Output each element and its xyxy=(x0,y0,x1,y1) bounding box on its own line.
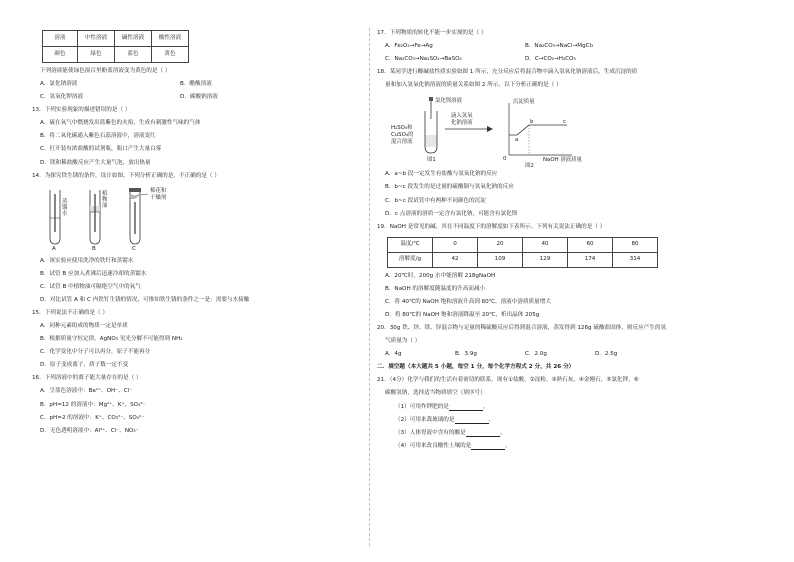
stopper xyxy=(129,188,141,192)
answer-blank[interactable] xyxy=(455,417,489,424)
q20-stem-line2: 气质量为（ ） xyxy=(385,338,421,345)
oil-label: 植物油 xyxy=(102,190,108,209)
option-d: D．对比试管 A 和 C 内铁钉生锈的情况，可推知铁生锈的条件之一是：需要与水接触 xyxy=(40,296,250,303)
option-a: A．同种元素组成的物质一定是单质 xyxy=(40,323,128,330)
q21-item-label: （4）可用来改良酸性土壤的是 xyxy=(395,442,472,449)
mix-label-1: H₂SO₄和 xyxy=(391,125,413,132)
q19-stem: 19．NaOH 是常见的碱，其在不同温度下的溶解度如下表所示。下列有关说法正确的是（ ） xyxy=(377,223,606,230)
table-cell: 颜色 xyxy=(43,47,78,63)
q16-stem: 16．下列溶液中的离子能大量存在的是（ ） xyxy=(32,375,142,382)
arrow-label-1: 滴入氢氧 xyxy=(451,113,473,120)
q21-item-label: （1）可用作钾肥的是 xyxy=(395,403,449,410)
color-table-header-row xyxy=(43,31,189,47)
option-a: A．4g xyxy=(385,351,402,358)
color-table xyxy=(42,30,189,63)
q14-figure xyxy=(40,186,362,254)
fig2-caption: 图2 xyxy=(525,163,534,170)
solution-fill xyxy=(426,135,437,147)
table-cell: 溶解度/g xyxy=(388,252,433,267)
point-a: a xyxy=(515,137,519,144)
column-divider xyxy=(369,28,370,546)
table-cell: 中性溶液 xyxy=(78,31,115,47)
mix-label-2: CuSO₄的 xyxy=(391,132,414,139)
table-cell: 174 xyxy=(568,252,613,267)
q17-stem: 17．下列物质的转化不能一步实现的是（ ） xyxy=(377,30,487,36)
tube-label-c: C xyxy=(132,245,136,252)
table-cell: 0 xyxy=(433,237,478,252)
option-b: B．醋酸溶液 xyxy=(180,81,212,88)
table-cell: 20 xyxy=(478,237,523,252)
q20-options xyxy=(377,351,765,358)
table-cell: 绿色 xyxy=(78,47,115,63)
table-cell: 42 xyxy=(433,252,478,267)
q21-stem-line1: 21．（4分）化学与我们的生活有着密切的联系，现有①盐酸，②淀粉，③熟石灰，④金刚石，⑤氯化钾，⑥ xyxy=(377,377,639,384)
answer-blank[interactable] xyxy=(466,430,500,437)
answer-blank[interactable] xyxy=(471,443,505,450)
solubility-row-value xyxy=(388,252,658,267)
q21-item-2: （2）可用来裁玻璃的是 。 xyxy=(395,416,495,423)
q13-stem: 13．下列实验现象的描述错误的是（ ） xyxy=(32,107,131,114)
q21-item-4: （4）可用来改良酸性土壤的是 。 xyxy=(395,442,511,449)
table-cell: 60 xyxy=(568,237,613,252)
q18-figure xyxy=(377,95,765,170)
q12-options-row1 xyxy=(32,81,362,88)
q21-item-1: （1）可用作钾肥的是 。 xyxy=(395,403,489,410)
option-a: A．呈蓝色溶液中：Ba²⁺、OH⁻、Cl⁻ xyxy=(40,388,133,395)
option-c: C．2.0g xyxy=(525,351,547,358)
section-heading: 二．填空题（本大题共 5 小题，每空 1 分，每个化学方程式 2 分，共 26 分） xyxy=(377,364,575,371)
q17-options-row2 xyxy=(377,56,765,63)
q14-stem: 14．为探究铁生锈的条件，设计如图，下列分析正确的是，不正确的是（ ） xyxy=(32,172,220,179)
option-a: A．硫在氧气中燃烧发出蓝紫色的火焰，生成有刺激性气味的气体 xyxy=(40,120,201,127)
q18-stem-line1: 18．某同学进行酸碱盐性质实验如图 1 所示，充分反应后将混合物中滴入氢氧化钠溶液后，生成沉淀的质 xyxy=(377,69,638,76)
table-cell: 碱性溶液 xyxy=(115,31,152,47)
tube-label-a: A xyxy=(52,245,56,252)
option-c: C．化学变化中分子可以再分，原子不能再分 xyxy=(40,349,151,356)
q20-stem-line1: 20．30g 铁、锌、镁、锌混合物与足量的稀硫酸反应后得到混合溶液，蒸发得到 126g 硫酸盐固体，则反应产生的氢 xyxy=(377,325,667,332)
q12-stem: 下列溶液能使绿色溴百里酚蓝溶液变为黄色的是（ ） xyxy=(40,68,171,74)
arrow-label-2: 化钠溶液 xyxy=(451,120,473,127)
dropper-bulb xyxy=(429,97,433,101)
water-label: 蒸馏水 xyxy=(62,198,68,217)
option-d: D．原子变成离子，质子数一定不变 xyxy=(40,362,129,369)
option-d: D．将 80℃的 NaOH 饱和溶液降温至 20℃，析出晶体 205g xyxy=(385,312,540,319)
option-b: B．将二氧化碳通入紫色石蕊溶液中，溶液变红 xyxy=(40,133,156,140)
option-c: C．b~c 段试管中有两种不同颜色的沉淀 xyxy=(385,197,486,204)
option-d: D．C→CO₂→H₂CO₃ xyxy=(525,56,576,63)
q21-item-label: （2）可用来裁玻璃的是 xyxy=(395,416,455,423)
option-d: D．无色透明溶液中：Al³⁺、Cl⁻、NO₃⁻ xyxy=(40,427,139,434)
q18-stem-line2: 量和加入氢氧化钠溶液的质量关系如图 2 所示。以下分析正确的是（ ） xyxy=(385,82,562,89)
table-cell: 314 xyxy=(613,252,658,267)
table-cell: 129 xyxy=(523,252,568,267)
option-c: C．试管 B 中植物油可隔绝空气中的氧气 xyxy=(40,283,141,290)
q21-stem-line2: 碳酸氢钠，选择适当物质填空（填序号） xyxy=(385,390,486,397)
table-cell: 黄色 xyxy=(152,47,189,63)
answer-blank[interactable] xyxy=(449,404,483,411)
test-tubes-diagram xyxy=(40,186,190,254)
option-d: D．2.5g xyxy=(595,351,618,358)
option-b: B．NaOH 的溶解度随温度的升高而减小 xyxy=(385,285,486,292)
option-b: B．Na₂CO₃→NaCl→MgCl₂ xyxy=(525,43,594,50)
solubility-row-temp xyxy=(388,237,658,252)
color-table-row xyxy=(43,47,189,63)
q15-stem: 15．下列说法不正确的是（ ） xyxy=(32,310,109,317)
option-c: C．打开装有浓盐酸的试剂瓶，瓶口产生大量白雾 xyxy=(40,146,162,153)
option-b: B．b~c 段发生的是过量的硫酸铜与氢氧化钠的反应 xyxy=(385,184,514,191)
right-column xyxy=(377,30,765,456)
q21-item-label: （3）人体胃液中含有的酸是 xyxy=(395,429,466,436)
point-b: b xyxy=(530,119,534,126)
option-b: B．根据质量守恒定律，AgNO₃ 见光分解不可能得到 NH₃ xyxy=(40,336,183,343)
option-a: A．该实验应使用洗净的铁钉和蒸馏水 xyxy=(40,257,134,264)
cotton xyxy=(130,194,140,199)
option-d: D．c 点溶液的溶质一定含有氯化钠，可能含有氯化钡 xyxy=(385,210,518,217)
table-cell: 40 xyxy=(523,237,568,252)
solubility-table xyxy=(387,237,658,268)
left-column xyxy=(32,30,362,441)
tube-label-b: B xyxy=(92,245,96,252)
q12-options-row2 xyxy=(32,94,362,101)
origin-label: 0 xyxy=(503,156,507,163)
precipitate-curve xyxy=(509,125,567,135)
table-cell: 蓝色 xyxy=(115,47,152,63)
table-cell: 溶液 xyxy=(43,31,78,47)
cotton-label: 棉花和 xyxy=(150,187,167,194)
option-a: A．20℃时，200g 水中能溶解 218gNaOH xyxy=(385,272,496,279)
q21-item-3: （3）人体胃液中含有的酸是 。 xyxy=(395,429,506,436)
point-c: c xyxy=(563,119,566,126)
option-c: C．将 40℃的 NaOH 饱和溶液升高到 60℃，溶液中溶质质量增大 xyxy=(385,298,551,305)
table-cell: 80 xyxy=(613,237,658,252)
table-cell: 温度/℃ xyxy=(388,237,433,252)
option-c: C．氢氧化钾溶液 xyxy=(40,94,84,101)
option-c: C．pH=2 的溶液中：K⁺、CO₃²⁻、SO₄²⁻ xyxy=(40,414,145,421)
table-cell: 109 xyxy=(478,252,523,267)
option-a: A．氯化钠溶液 xyxy=(40,81,78,88)
arrow-head xyxy=(487,126,493,132)
q17-options-row1 xyxy=(377,43,765,50)
option-b: B．试管 B 应加入煮沸后迅速冷却的蒸馏水 xyxy=(40,270,147,277)
option-a: A．a~b 段一定发生有盐酸与氢氧化钠的反应 xyxy=(385,171,498,178)
desiccant-label: 干燥剂 xyxy=(150,194,167,201)
y-axis-label: 沉淀质量 xyxy=(513,99,535,106)
x-axis-label: NaOH 溶液质量 xyxy=(543,157,582,164)
option-b: B．pH=12 的溶液中：Mg²⁺、K⁺、SO₄²⁻ xyxy=(40,401,146,408)
dropper-label: 氯化钡溶液 xyxy=(435,98,462,105)
option-d: D．碳酸钠溶液 xyxy=(180,94,218,101)
mix-label-3: 混合溶液 xyxy=(391,139,413,146)
option-c: C．Na₂CO₃→Na₂SO₄→BaSO₄ xyxy=(385,56,462,63)
table-cell: 酸性溶液 xyxy=(152,31,189,47)
fig1-caption: 图1 xyxy=(427,157,436,164)
option-d: D．镁和稀盐酸反应产生大量气泡，放出热量 xyxy=(40,159,151,166)
option-b: B．3.9g xyxy=(455,351,477,358)
option-a: A．Fe₂O₃→Fe→Ag xyxy=(385,43,433,50)
